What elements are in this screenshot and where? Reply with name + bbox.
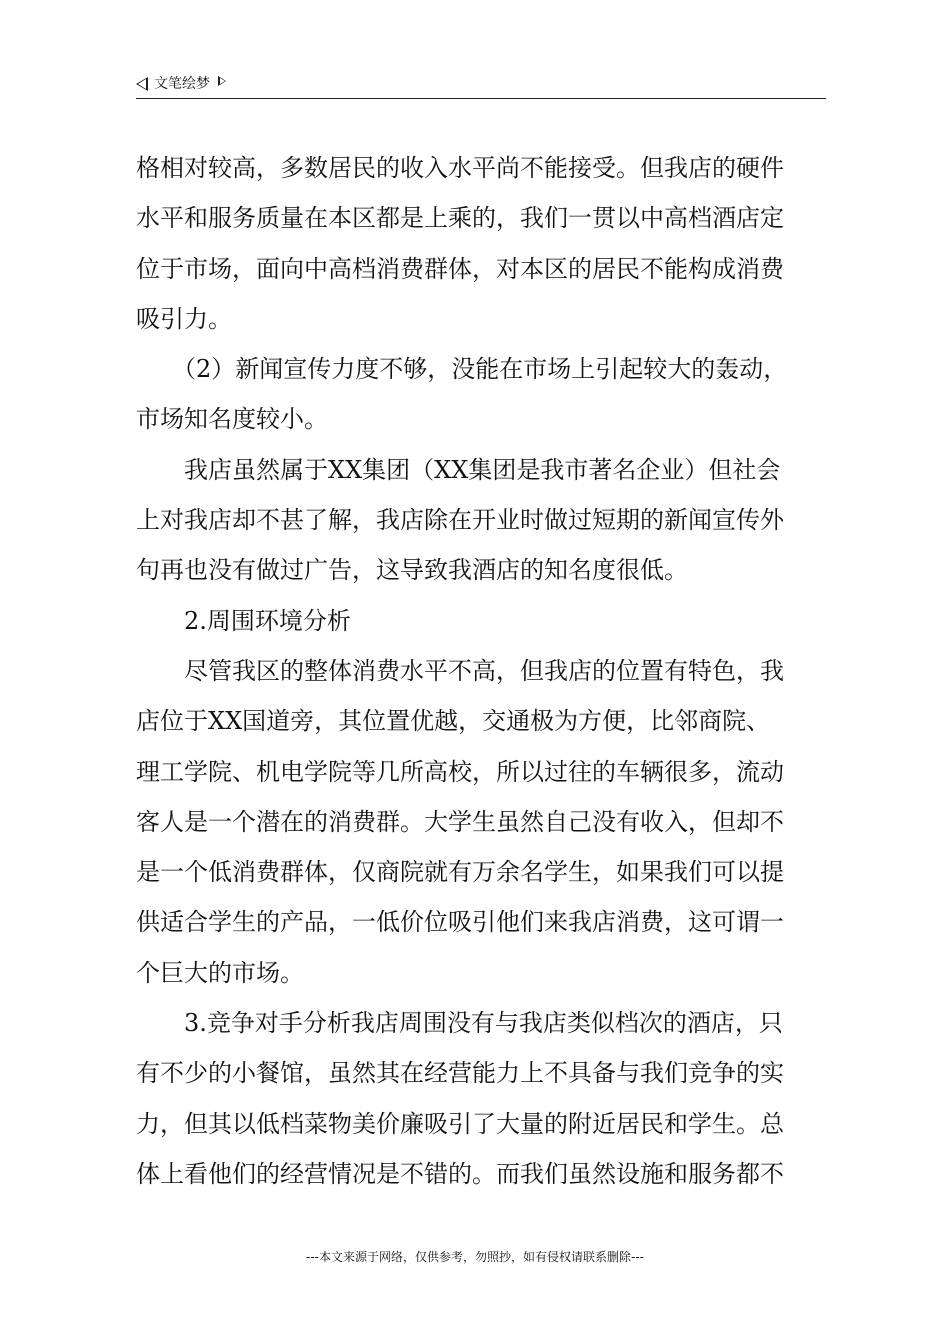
body-line: 是一个低消费群体，仅商院就有万余名学生，如果我们可以提	[136, 858, 784, 887]
page-header	[136, 70, 826, 99]
body-line: 力，但其以低档菜物美价廉吸引了大量的附近居民和学生。总	[136, 1109, 784, 1138]
body-line: 句再也没有做过广告，这导致我酒店的知名度很低。	[136, 556, 688, 585]
document-body	[136, 143, 836, 1199]
body-line: 市场知名度较小。	[136, 405, 328, 434]
page-footer: ---本文来源于网络，仅供参考，勿照抄，如有侵权请联系删除---	[306, 1250, 644, 1264]
body-line: （2）新闻宣传力度不够，没能在市场上引起较大的轰动，	[136, 355, 788, 384]
body-line: 客人是一个潜在的消费群。大学生虽然自己没有收入，但却不	[136, 807, 784, 836]
body-line: 3.竞争对手分析我店周围没有与我店类似档次的酒店，只	[136, 1009, 783, 1038]
header-title: 文笔绘梦	[154, 76, 210, 92]
body-line: 吸引力。	[136, 304, 232, 333]
body-line: 个巨大的市场。	[136, 958, 304, 987]
right-triangle-icon	[218, 76, 226, 86]
body-line: 体上看他们的经营情况是不错的。而我们虽然设施和服务都不	[136, 1159, 784, 1188]
left-triangle-icon	[136, 77, 148, 91]
section-heading: 2.周围环境分析	[136, 606, 351, 635]
body-line: 有不少的小餐馆，虽然其在经营能力上不具备与我们竞争的实	[136, 1059, 784, 1088]
body-line: 水平和服务质量在本区都是上乘的，我们一贯以中高档酒店定	[136, 204, 784, 233]
body-line: 格相对较高，多数居民的收入水平尚不能接受。但我店的硬件	[136, 154, 784, 182]
body-line: 位于市场，面向中高档消费群体，对本区的居民不能构成消费	[136, 254, 784, 283]
body-line: 我店虽然属于XX集团（XX集团是我市著名企业）但社会	[136, 455, 781, 484]
body-line: 尽管我区的整体消费水平不高，但我店的位置有特色，我	[136, 656, 784, 685]
body-line: 供适合学生的产品，一低价位吸引他们来我店消费，这可谓一	[136, 908, 784, 937]
body-line: 理工学院、机电学院等几所高校，所以过往的车辆很多，流动	[136, 757, 784, 786]
body-line: 上对我店却不甚了解，我店除在开业时做过短期的新闻宣传外	[136, 506, 784, 535]
body-line: 店位于XX国道旁，其位置优越，交通极为方便，比邻商院、	[136, 707, 771, 736]
header-title-group	[136, 76, 226, 92]
